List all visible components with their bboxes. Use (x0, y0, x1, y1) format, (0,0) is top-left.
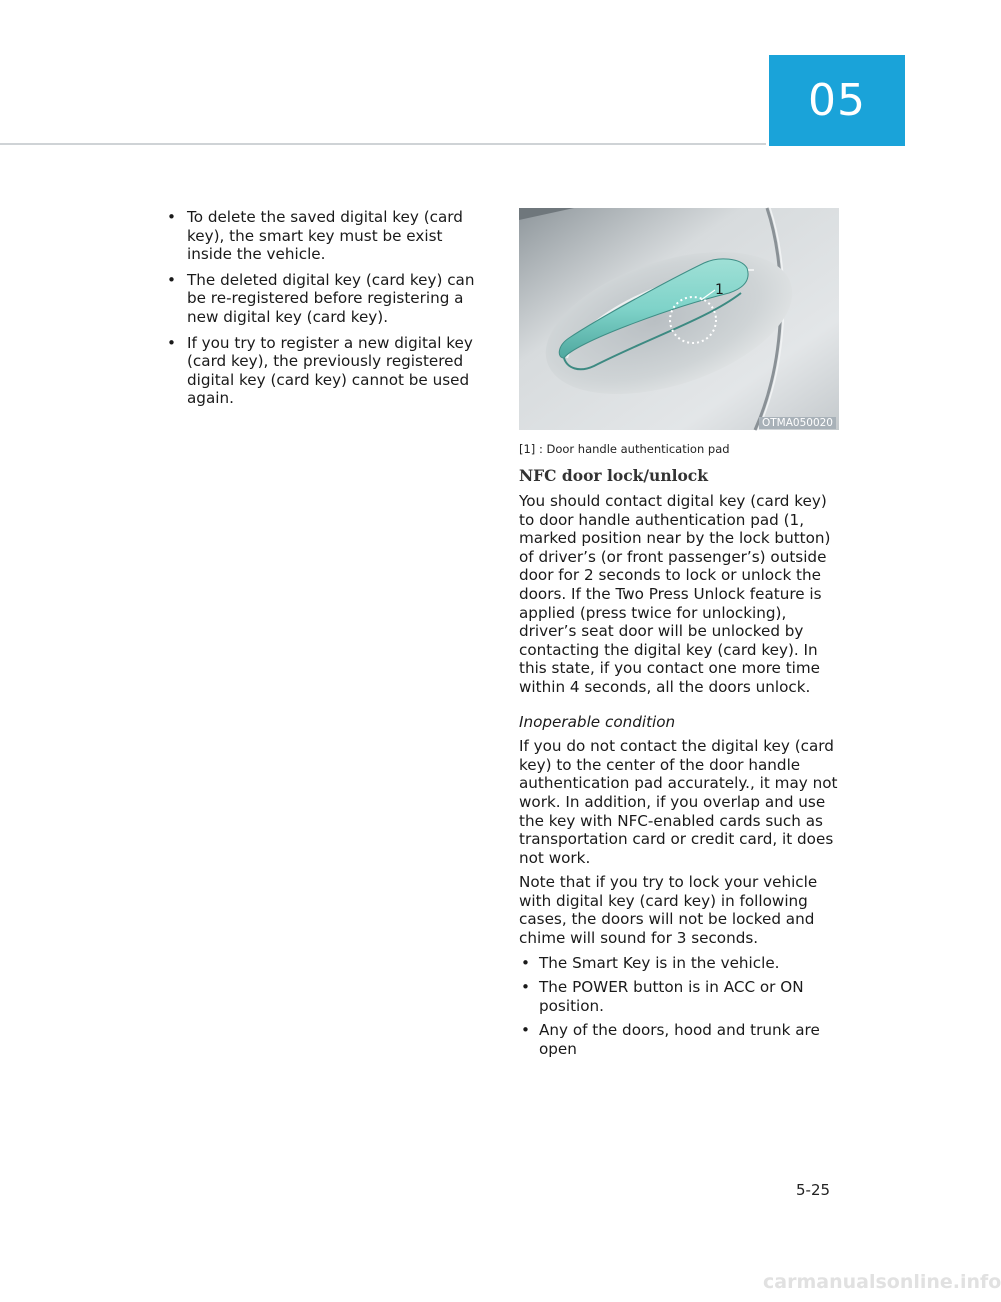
paragraph: If you do not contact the digital key (card key) to the center of the door handle authentication pad accurately., it may not work. In addition, if you overlap and use the key with NFC-enabled cards such as transportation card or credit card, it does not work. (519, 737, 838, 867)
header-rule (0, 143, 766, 145)
bullet-text: The Smart Key is in the vehicle. (539, 953, 780, 972)
list-item (160, 271, 480, 327)
bullet-text: If you try to register a new digital key (card key), the previously registered digital key (card key) cannot be used again. (187, 333, 473, 408)
door-handle-illustration (519, 208, 839, 430)
bullet-icon: • (167, 270, 176, 289)
paragraph: Note that if you try to lock your vehicle with digital key (card key) in following cases, the doors will not be locked and chime will sound for 3 seconds. (519, 873, 818, 948)
subheading: Inoperable condition (519, 712, 676, 731)
right-bullet-list (519, 954, 841, 1059)
list-item (160, 334, 480, 408)
left-bullet-list (160, 208, 480, 408)
bullet-icon: • (167, 208, 176, 226)
footer-watermark: carmanualsonline.info (763, 1271, 1001, 1293)
bullet-text: To delete the saved digital key (card key), the smart key must be exist inside the vehicle. (187, 208, 463, 264)
bullet-icon: • (521, 978, 530, 997)
door-handle-figure (519, 208, 839, 430)
section-heading: NFC door lock/unlock (519, 466, 708, 485)
bullet-text: Any of the doors, hood and trunk are open (539, 1021, 820, 1059)
figure-caption: [1] : Door handle authentication pad (519, 442, 730, 456)
bullet-icon: • (167, 333, 176, 352)
bullet-icon: • (521, 953, 530, 972)
chapter-tab: 05 (769, 55, 905, 146)
list-item (519, 954, 841, 973)
left-column (160, 208, 480, 415)
page-number: 5-25 (796, 1181, 831, 1199)
callout-label: 1 (715, 282, 724, 298)
list-item (519, 978, 841, 1015)
list-item (519, 1021, 841, 1058)
right-column (519, 208, 841, 1065)
bullet-icon: • (521, 1021, 530, 1040)
bullet-text: The POWER button is in ACC or ON position. (539, 978, 804, 1015)
list-item (160, 208, 480, 264)
paragraph: You should contact digital key (card key) to door handle authentication pad (1, marked position near by the lock button) of driver’s (or front passenger’s) outside door for 2 seconds to lock or unlock the doors. If the Two Press Unlock feature is applied (press twice for unlocking), driver’s seat door will be unlocked by contacting the digital key (card key). In this state, if you contact one more time within 4 seconds, all the doors unlock. (519, 492, 831, 696)
bullet-text: The deleted digital key (card key) can be re-registered before registering a new digital key (card key). (187, 270, 475, 326)
figure-code: OTMA050020 (759, 417, 836, 429)
